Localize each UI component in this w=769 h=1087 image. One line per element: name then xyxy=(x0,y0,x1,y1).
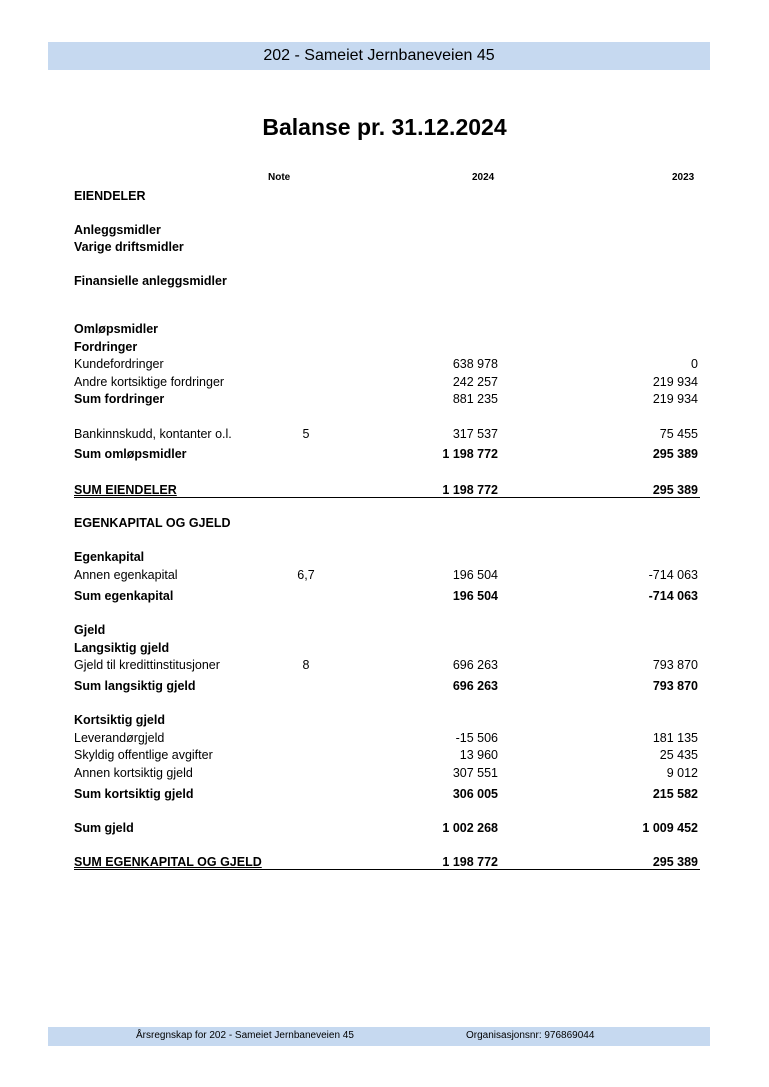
column-header-2023: 2023 xyxy=(672,172,695,183)
table-row xyxy=(74,729,700,747)
row-label: Andre kortsiktige fordringer xyxy=(74,375,225,389)
value-2024: 638 978 xyxy=(452,357,498,371)
value-2023: 793 870 xyxy=(652,658,698,672)
group-heading xyxy=(74,711,700,729)
group-heading xyxy=(74,272,700,290)
row-note: 8 xyxy=(302,658,310,672)
row-label: Leverandørgjeld xyxy=(74,731,165,745)
row-label: Egenkapital xyxy=(74,550,145,564)
group-heading xyxy=(74,639,700,657)
row-note: 5 xyxy=(302,427,310,441)
value-2024: 317 537 xyxy=(452,427,498,441)
row-label: Anleggsmidler xyxy=(74,223,161,237)
row-label: Annen egenkapital xyxy=(74,568,178,582)
table-row xyxy=(74,355,700,373)
value-2023: 181 135 xyxy=(652,731,698,745)
row-label: Finansielle anleggsmidler xyxy=(74,274,227,288)
value-2023: -714 063 xyxy=(648,589,698,603)
value-2024: 696 263 xyxy=(452,658,498,672)
row-label: SUM EIENDELER xyxy=(74,483,177,497)
row-label: Kundefordringer xyxy=(74,357,164,371)
value-2023: 219 934 xyxy=(652,392,698,406)
group-heading xyxy=(74,238,700,256)
value-2023: 295 389 xyxy=(652,483,698,497)
group-heading xyxy=(74,338,700,356)
row-label: Bankinnskudd, kontanter o.l. xyxy=(74,427,232,441)
group-heading xyxy=(74,548,700,566)
table-row xyxy=(74,764,700,782)
page-title: Balanse pr. 31.12.2024 xyxy=(262,114,507,140)
value-2024: 307 551 xyxy=(452,766,498,780)
row-label: Omløpsmidler xyxy=(74,322,159,336)
footer-report-name: Årsregnskap for 202 - Sameiet Jernbaneveien 45 xyxy=(136,1030,354,1041)
value-2023: 295 389 xyxy=(652,447,698,461)
row-label: Gjeld xyxy=(74,623,106,637)
page-header xyxy=(48,42,710,70)
subtotal-row xyxy=(74,785,700,803)
subtotal-row xyxy=(74,677,700,695)
value-2024: 196 504 xyxy=(452,589,498,603)
value-2023: 295 389 xyxy=(652,855,698,869)
value-2024: 196 504 xyxy=(452,568,498,582)
row-label: EGENKAPITAL OG GJELD xyxy=(74,516,231,530)
column-header-note: Note xyxy=(268,172,291,183)
value-2023: 793 870 xyxy=(652,679,698,693)
table-row xyxy=(74,425,700,443)
row-label: Sum omløpsmidler xyxy=(74,447,187,461)
value-2024: 1 198 772 xyxy=(442,447,498,461)
value-2024: 13 960 xyxy=(459,748,498,762)
row-label: SUM EGENKAPITAL OG GJELD xyxy=(74,855,262,869)
value-2024: 242 257 xyxy=(452,375,498,389)
row-label: Sum fordringer xyxy=(74,392,165,406)
row-note: 6,7 xyxy=(297,568,315,582)
value-2024: 1 198 772 xyxy=(442,483,498,497)
table-row xyxy=(74,373,700,391)
value-2023: 1 009 452 xyxy=(642,821,698,835)
value-2024: 1 198 772 xyxy=(442,855,498,869)
value-2024: 696 263 xyxy=(452,679,498,693)
row-label: Gjeld til kredittinstitusjoner xyxy=(74,658,220,672)
row-label: Fordringer xyxy=(74,340,138,354)
value-2023: 219 934 xyxy=(652,375,698,389)
footer-org-number: Organisasjonsnr: 976869044 xyxy=(466,1030,595,1041)
section-heading-egenkapital-og-gjeld xyxy=(74,514,700,532)
row-label: Sum gjeld xyxy=(74,821,134,835)
value-2024: 1 002 268 xyxy=(442,821,498,835)
row-label: Kortsiktig gjeld xyxy=(74,713,165,727)
row-label: Langsiktig gjeld xyxy=(74,641,170,655)
value-2024: 881 235 xyxy=(452,392,498,406)
total-rule xyxy=(74,497,700,498)
table-row xyxy=(74,746,700,764)
column-header-2024: 2024 xyxy=(472,172,495,183)
row-label: Skyldig offentlige avgifter xyxy=(74,748,213,762)
subtotal-row xyxy=(74,819,700,837)
section-heading-eiendeler xyxy=(74,187,700,205)
value-2023: 215 582 xyxy=(652,787,698,801)
group-heading xyxy=(74,621,700,639)
row-label: Sum langsiktig gjeld xyxy=(74,679,196,693)
page-footer xyxy=(48,1027,710,1046)
group-heading xyxy=(74,320,700,338)
value-2023: 0 xyxy=(691,357,698,371)
table-row xyxy=(74,390,700,408)
table-row xyxy=(74,656,700,674)
row-label: Sum egenkapital xyxy=(74,589,174,603)
subtotal-row xyxy=(74,445,700,463)
total-rule xyxy=(74,869,700,870)
header-title: 202 - Sameiet Jernbaneveien 45 xyxy=(263,47,495,64)
value-2024: 306 005 xyxy=(452,787,498,801)
row-label: Varige driftsmidler xyxy=(74,240,184,254)
row-label: Annen kortsiktig gjeld xyxy=(74,766,193,780)
value-2023: 9 012 xyxy=(666,766,698,780)
group-heading xyxy=(74,221,700,239)
row-label: Sum kortsiktig gjeld xyxy=(74,787,194,801)
row-label: EIENDELER xyxy=(74,189,146,203)
subtotal-row xyxy=(74,587,700,605)
value-2023: -714 063 xyxy=(648,568,698,582)
value-2024: -15 506 xyxy=(455,731,498,745)
table-row xyxy=(74,566,700,584)
value-2023: 25 435 xyxy=(659,748,698,762)
value-2023: 75 455 xyxy=(659,427,698,441)
